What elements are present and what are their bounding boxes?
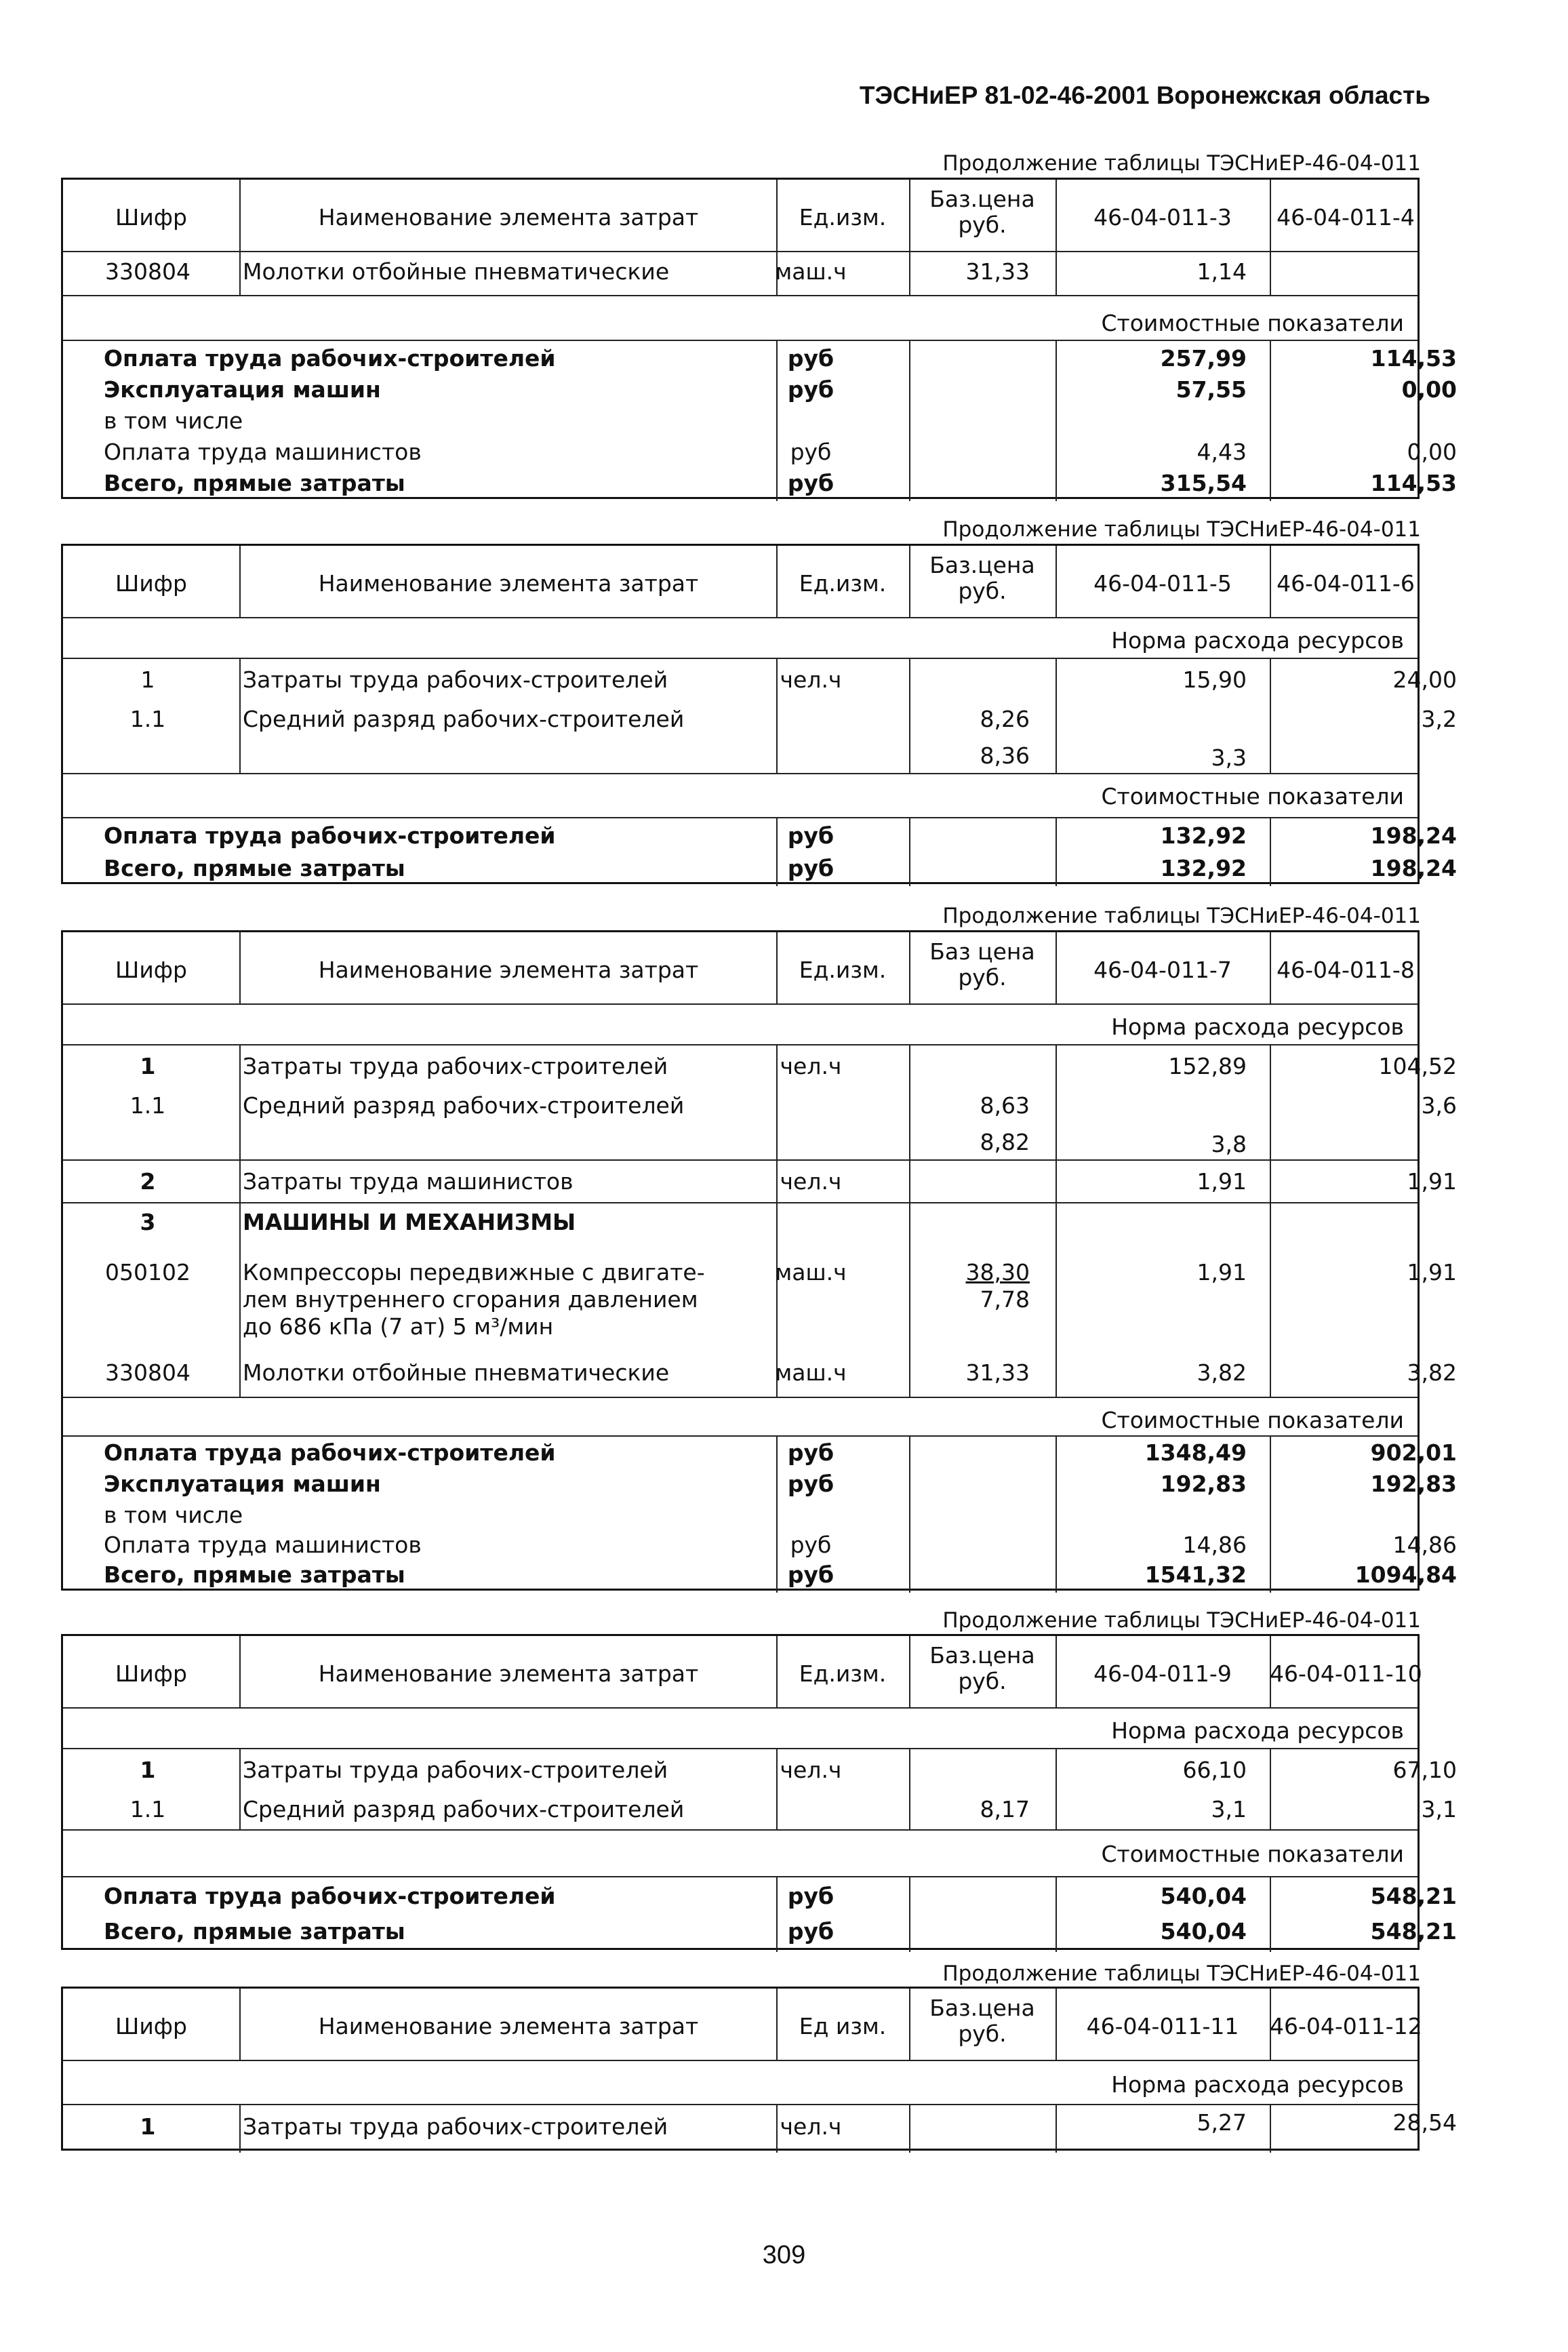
row-value-1: 3,82 [1197, 1359, 1247, 1386]
table-continuation-caption: Продолжение таблицы ТЭСНиЕР-46-04-011 [942, 151, 1421, 176]
cost-value-1: 192,83 [1160, 1471, 1247, 1497]
row-code: 1 [140, 2113, 156, 2140]
cost-name: Оплата труда рабочих-строителей [104, 1883, 556, 1909]
cost-name: Эксплуатация машин [104, 1471, 381, 1497]
section-resource-norms: Норма расхода ресурсов [1111, 627, 1404, 654]
cost-value-1: 315,54 [1160, 470, 1247, 496]
row-name: Затраты труда рабочих-строителей [243, 666, 668, 693]
cost-value-1: 1348,49 [1144, 1439, 1247, 1466]
cost-unit: руб [787, 1439, 835, 1466]
cost-unit: руб [787, 1918, 835, 1945]
header-price: Баз.цена руб. [929, 186, 1035, 238]
table-46-04-011-9-10 [61, 1634, 1457, 1950]
table-46-04-011-5-6 [61, 544, 1457, 884]
row-code: 1.1 [129, 1796, 166, 1822]
header-unit: Ед изм. [799, 2013, 887, 2039]
cost-name: Всего, прямые затраты [104, 1561, 405, 1588]
cost-name: Всего, прямые затраты [104, 470, 405, 496]
header-col1: 46-04-011-9 [1093, 1660, 1232, 1687]
header-price: Баз цена руб. [929, 938, 1035, 991]
row-value-1: 3,1 [1211, 1796, 1247, 1822]
row-value-2: 24,00 [1392, 666, 1457, 693]
header-price: Баз.цена руб. [929, 1995, 1035, 2047]
cost-name: Оплата труда рабочих-строителей [104, 345, 556, 372]
row-value-1: 15,90 [1182, 666, 1247, 693]
row-value-2: 104,52 [1378, 1053, 1457, 1079]
cost-value-1: 14,86 [1182, 1532, 1247, 1558]
cost-unit: руб [787, 855, 835, 881]
row-name: Средний разряд рабочих-строителей [243, 706, 685, 732]
cost-unit: руб [787, 1883, 835, 1909]
header-name: Наименование элемента затрат [318, 204, 699, 231]
row-value-1: 1,14 [1197, 258, 1247, 285]
row-value-1: 152,89 [1168, 1053, 1247, 1079]
cost-value-1: 540,04 [1160, 1883, 1247, 1909]
cost-value-2: 14,86 [1392, 1532, 1457, 1558]
header-col2: 46-04-011-8 [1276, 957, 1415, 983]
table-46-04-011-3-4 [61, 178, 1457, 499]
row-code: 330804 [105, 258, 190, 285]
row-price: 31,33 [965, 258, 1030, 285]
row-name: Затраты труда машинистов [243, 1168, 574, 1195]
row-value-2: 67,10 [1392, 1757, 1457, 1783]
row-price: 38,30 [965, 1259, 1030, 1285]
row-code: 2 [140, 1168, 156, 1195]
header-col2: 46-04-011-10 [1270, 1660, 1422, 1687]
row-name: Затраты труда рабочих-строителей [243, 1757, 668, 1783]
cost-value-2: 114,53 [1370, 470, 1457, 496]
section-resource-norms: Норма расхода ресурсов [1111, 2071, 1404, 2098]
section-cost-indicators: Стоимостные показатели [1101, 1407, 1404, 1433]
row-value-2: 1,91 [1407, 1168, 1457, 1195]
cost-value-1: 540,04 [1160, 1918, 1247, 1945]
cost-name: Оплата труда рабочих-строителей [104, 822, 556, 849]
cost-unit: руб [787, 1561, 835, 1588]
row-price: 8,63 [980, 1092, 1030, 1119]
header-name: Наименование элемента затрат [318, 2013, 699, 2039]
header-code: Шифр [115, 1660, 187, 1687]
cost-name: Оплата труда рабочих-строителей [104, 1439, 556, 1466]
header-col2: 46-04-011-6 [1276, 570, 1415, 597]
row-price: 8,26 [980, 706, 1030, 732]
header-col1: 46-04-011-11 [1086, 2013, 1239, 2039]
row-name-line: лем внутреннего сгорания давлением [243, 1286, 698, 1313]
cost-unit: руб [787, 1471, 835, 1497]
cost-name: Оплата труда машинистов [104, 439, 422, 465]
row-code: 1 [140, 666, 155, 693]
table-continuation-caption: Продолжение таблицы ТЭСНиЕР-46-04-011 [942, 517, 1421, 542]
cost-value-2: 548,21 [1370, 1918, 1457, 1945]
row-unit: чел.ч [780, 1757, 842, 1783]
section-machines: МАШИНЫ И МЕХАНИЗМЫ [243, 1209, 576, 1235]
header-name: Наименование элемента затрат [318, 1660, 699, 1687]
cost-unit: руб [790, 1532, 832, 1558]
header-col1: 46-04-011-7 [1093, 957, 1232, 983]
table-continuation-caption: Продолжение таблицы ТЭСНиЕР-46-04-011 [942, 904, 1421, 928]
cost-name: в том числе [104, 407, 243, 434]
cost-name: Всего, прямые затраты [104, 1918, 405, 1945]
row-value-2: 1,91 [1407, 1259, 1457, 1285]
header-col1: 46-04-011-3 [1093, 204, 1232, 231]
row-price: 31,33 [965, 1359, 1030, 1386]
section-cost-indicators: Стоимостные показатели [1101, 310, 1404, 336]
row-value-2: 3,2 [1421, 706, 1457, 732]
row-value-2: 3,6 [1421, 1092, 1457, 1119]
row-unit: чел.ч [780, 666, 842, 693]
header-col2: 46-04-011-12 [1270, 2013, 1422, 2039]
cost-value-2: 0,00 [1401, 376, 1457, 403]
row-unit: чел.ч [780, 1168, 842, 1195]
row-price-secondary: 7,78 [980, 1286, 1030, 1313]
cost-name: в том числе [104, 1502, 243, 1528]
header-unit: Ед.изм. [799, 1660, 887, 1687]
cost-unit: руб [787, 470, 835, 496]
row-name: Средний разряд рабочих-строителей [243, 1092, 685, 1119]
section-resource-norms: Норма расхода ресурсов [1111, 1014, 1404, 1040]
cost-value-2: 902,01 [1370, 1439, 1457, 1466]
row-code: 330804 [105, 1359, 190, 1386]
row-value-1: 66,10 [1182, 1757, 1247, 1783]
header-code: Шифр [115, 2013, 187, 2039]
cost-value-1: 4,43 [1197, 439, 1247, 465]
cost-unit: руб [787, 822, 835, 849]
header-col2: 46-04-011-4 [1276, 204, 1415, 231]
cost-value-1: 57,55 [1175, 376, 1247, 403]
cost-value-2: 198,24 [1370, 822, 1457, 849]
cost-unit: руб [787, 345, 835, 372]
cost-name: Оплата труда машинистов [104, 1532, 422, 1558]
header-unit: Ед.изм. [799, 957, 887, 983]
row-code: 1.1 [129, 706, 166, 732]
cost-unit: руб [790, 439, 832, 465]
table-continuation-caption: Продолжение таблицы ТЭСНиЕР-46-04-011 [942, 1608, 1421, 1633]
row-name: Молотки отбойные пневматические [243, 1359, 670, 1386]
cost-value-2: 114,53 [1370, 345, 1457, 372]
row-unit: маш.ч [775, 258, 847, 285]
table-46-04-011-11-12 [61, 1987, 1457, 2151]
row-value-1: 3,3 [1211, 744, 1247, 771]
section-cost-indicators: Стоимостные показатели [1101, 1841, 1404, 1867]
row-value-2: 3,82 [1407, 1359, 1457, 1386]
page-number: 309 [762, 2241, 806, 2269]
row-unit: чел.ч [780, 1053, 842, 1079]
cost-unit: руб [787, 376, 835, 403]
row-value-2: 3,1 [1421, 1796, 1457, 1822]
cost-value-1: 257,99 [1160, 345, 1247, 372]
cost-value-2: 1094,84 [1354, 1561, 1457, 1588]
table-46-04-011-7-8 [61, 930, 1457, 1591]
row-name-line: до 686 кПа (7 ат) 5 м³/мин [243, 1313, 554, 1340]
section-cost-indicators: Стоимостные показатели [1101, 783, 1404, 810]
row-code: 3 [140, 1209, 156, 1235]
row-value-1: 3,8 [1211, 1131, 1247, 1157]
page-header-title: ТЭСНиЕР 81-02-46-2001 Воронежская область [859, 81, 1430, 109]
row-code: 1 [140, 1053, 156, 1079]
row-value-2: 28,54 [1392, 2109, 1457, 2136]
header-unit: Ед.изм. [799, 570, 887, 597]
cost-value-2: 548,21 [1370, 1883, 1457, 1909]
row-value-1: 1,91 [1197, 1168, 1247, 1195]
row-unit: маш.ч [775, 1259, 847, 1285]
header-code: Шифр [115, 957, 187, 983]
row-name-line: Компрессоры передвижные с двигате- [243, 1259, 705, 1285]
row-price: 8,36 [980, 742, 1030, 769]
header-col1: 46-04-011-5 [1093, 570, 1232, 597]
cost-value-1: 132,92 [1160, 822, 1247, 849]
cost-value-1: 1541,32 [1144, 1561, 1247, 1588]
row-name: Молотки отбойные пневматические [243, 258, 670, 285]
header-name: Наименование элемента затрат [318, 957, 699, 983]
row-unit: маш.ч [775, 1359, 847, 1386]
cost-name: Эксплуатация машин [104, 376, 381, 403]
row-code: 1.1 [129, 1092, 166, 1119]
cost-name: Всего, прямые затраты [104, 855, 405, 881]
row-code: 050102 [105, 1259, 190, 1285]
header-price: Баз.цена руб. [929, 552, 1035, 604]
row-name: Затраты труда рабочих-строителей [243, 2113, 668, 2140]
cost-value-2: 192,83 [1370, 1471, 1457, 1497]
row-price: 8,17 [980, 1796, 1030, 1822]
table-continuation-caption: Продолжение таблицы ТЭСНиЕР-46-04-011 [942, 1961, 1421, 1986]
header-unit: Ед.изм. [799, 204, 887, 231]
row-name: Средний разряд рабочих-строителей [243, 1796, 685, 1822]
header-name: Наименование элемента затрат [318, 570, 699, 597]
cost-value-2: 198,24 [1370, 855, 1457, 881]
header-code: Шифр [115, 204, 187, 231]
header-price: Баз.цена руб. [929, 1642, 1035, 1694]
row-name: Затраты труда рабочих-строителей [243, 1053, 668, 1079]
row-code: 1 [140, 1757, 156, 1783]
row-value-1: 1,91 [1197, 1259, 1247, 1285]
section-resource-norms: Норма расхода ресурсов [1111, 1717, 1404, 1744]
row-unit: чел.ч [780, 2113, 842, 2140]
row-price: 8,82 [980, 1129, 1030, 1155]
cost-value-1: 132,92 [1160, 855, 1247, 881]
header-code: Шифр [115, 570, 187, 597]
row-value-1: 5,27 [1197, 2109, 1247, 2136]
cost-value-2: 0,00 [1407, 439, 1457, 465]
